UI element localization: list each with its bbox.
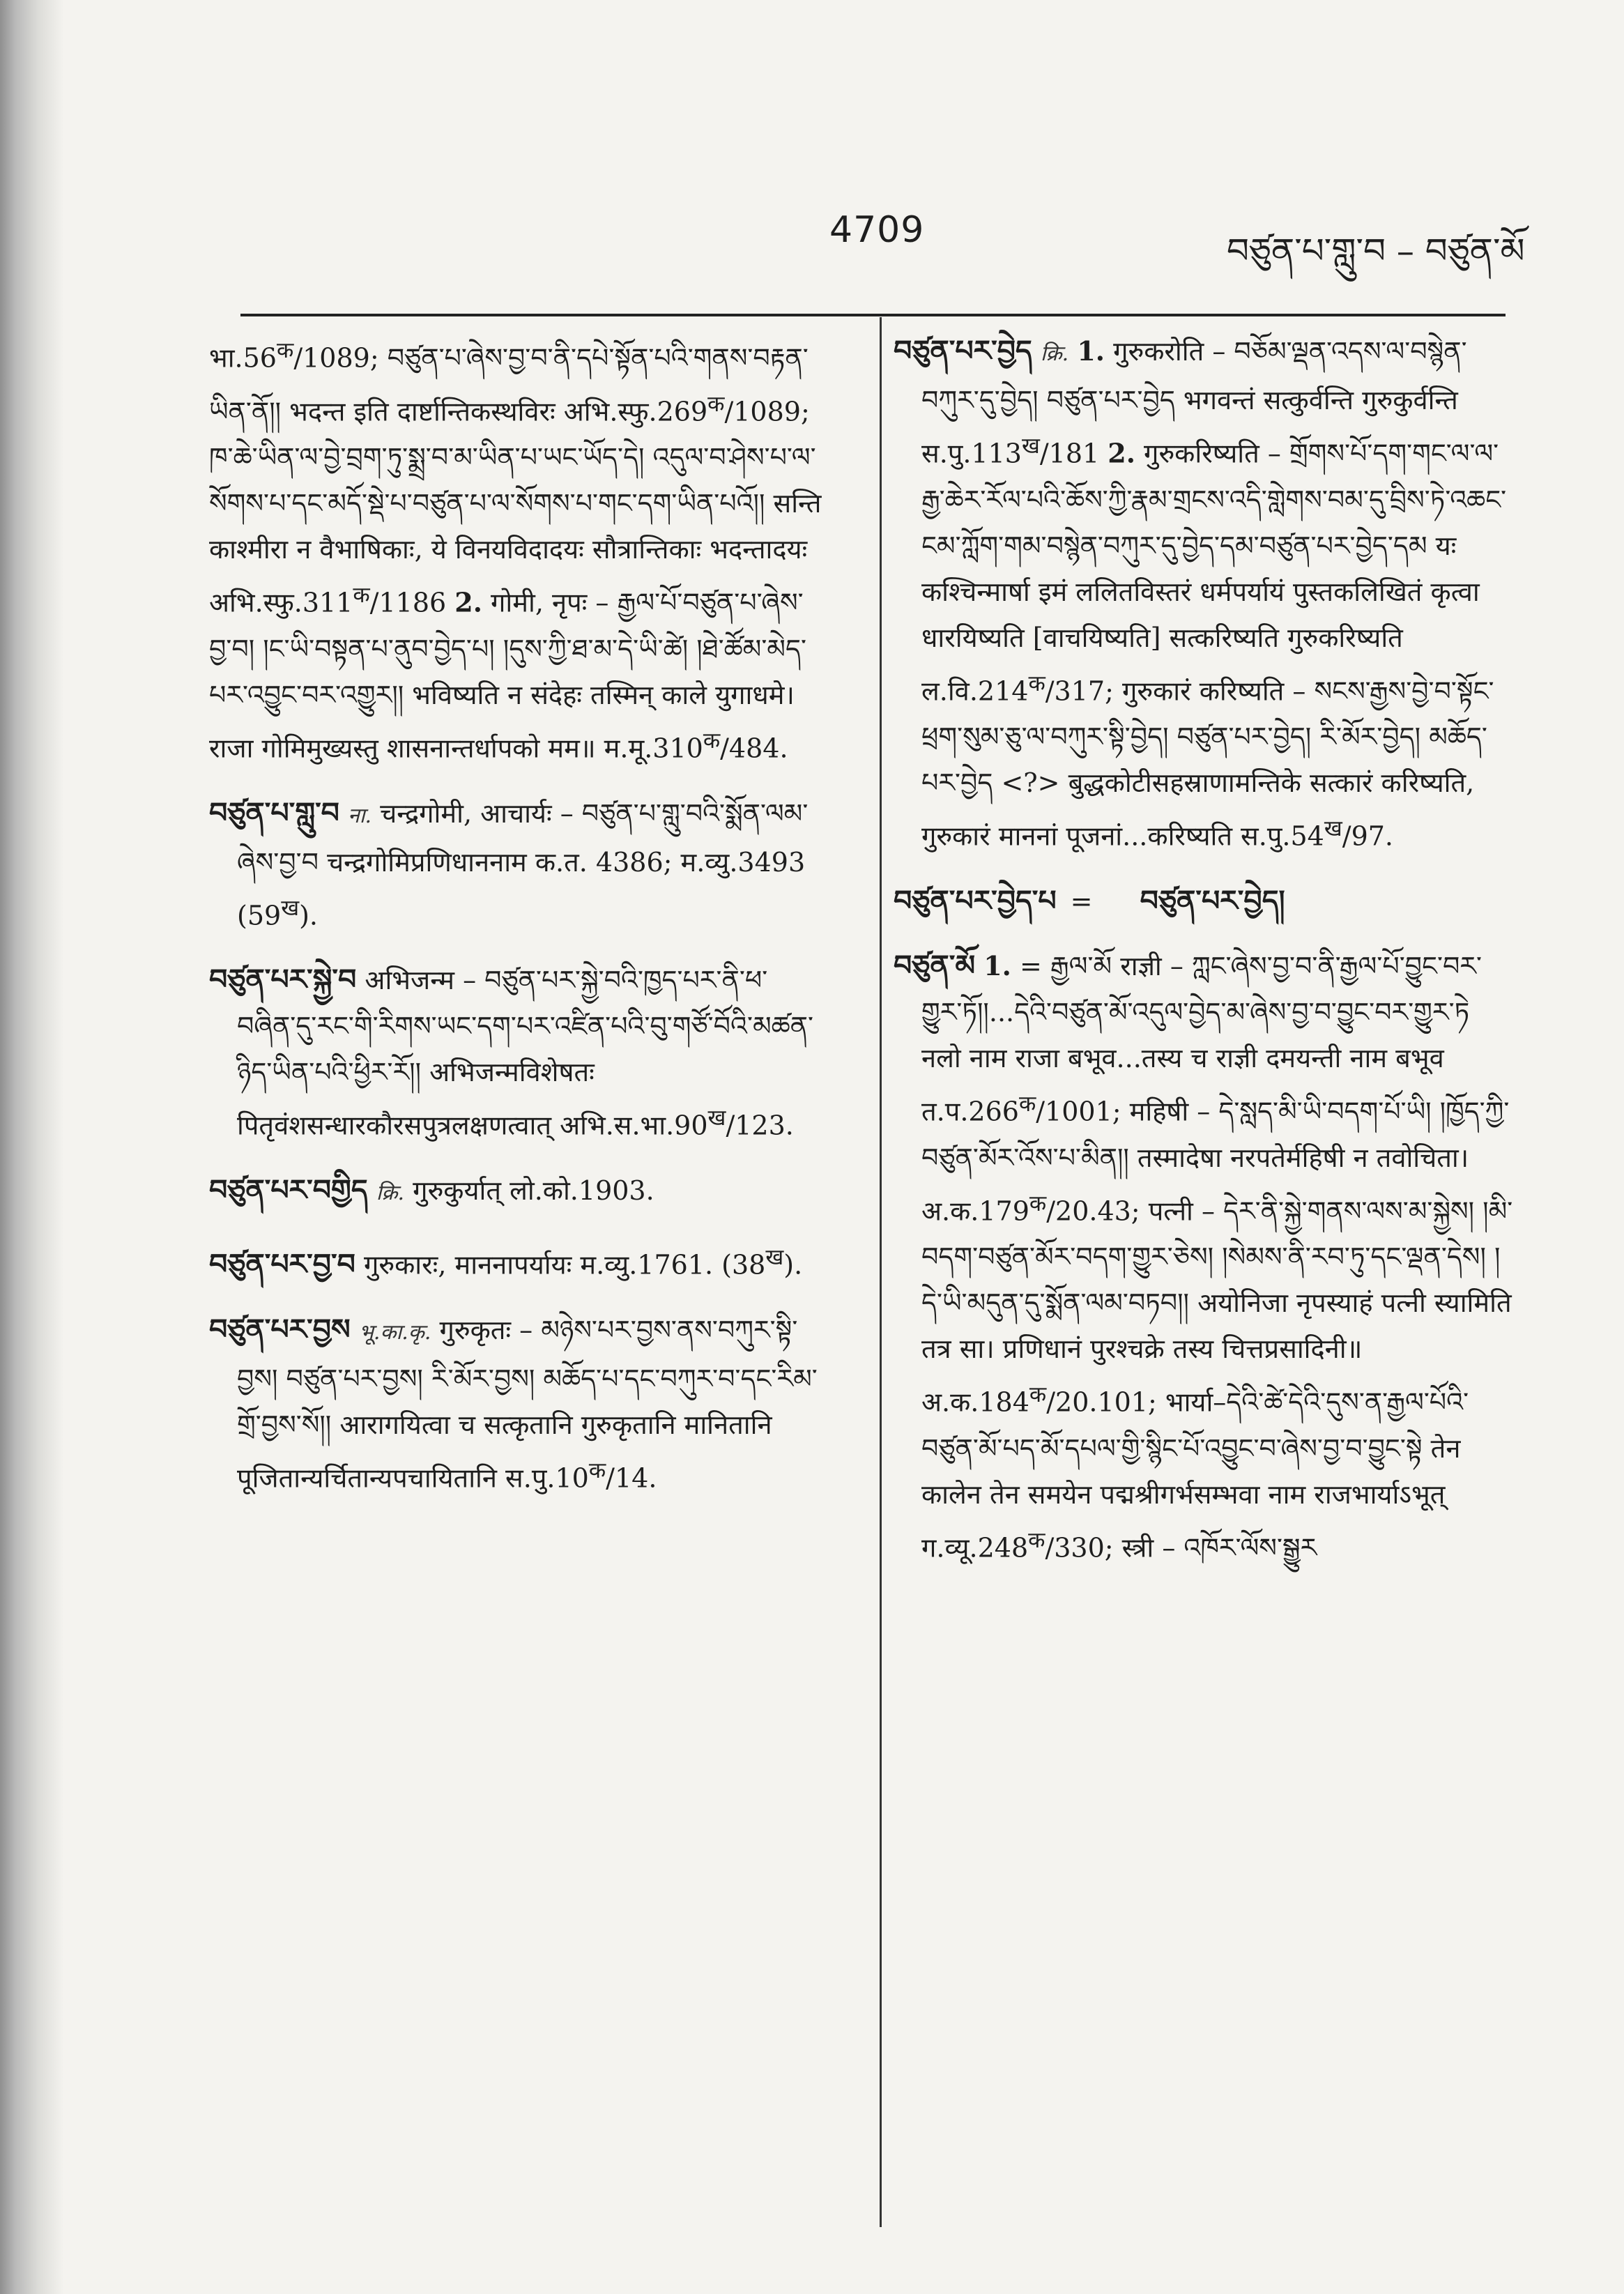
dictionary-entry: བཙུན་པར་བྱེད་པ = བཙུན་པར་བྱེད། bbox=[894, 883, 1285, 917]
folio-side: क bbox=[1029, 1191, 1047, 1216]
continued-entry bbox=[209, 328, 822, 772]
entry-text bbox=[339, 798, 348, 829]
dictionary-entry bbox=[209, 1234, 822, 1288]
entry-text: /20.43; पत्नी – དེར་ནི་སྐྱེ་གནས་ལས་མ་སྐྱེས། །མི་བདག་བཙུན་མོར་བདག་གྱུར་ཅེས། །སེམས་ནི་རབ་ཏུ་དང་ལྡན་དེས། །དེ་ཡི་མདུན་དུ་སྨོན་ལམ་བཏབ།། अयोनिजा नृपस्याहं पत्नी स्यामिति तत्र सा। प्रणिधानं पुरश्चक्रे तस्य चित्तप्रसादिनी॥ अ.क.184 bbox=[921, 1195, 1513, 1418]
column-divider bbox=[880, 317, 882, 2227]
folio-side: क bbox=[277, 338, 294, 363]
entry-text: /97. bbox=[1342, 820, 1394, 852]
entry-text: ). bbox=[299, 900, 318, 931]
dictionary-entry bbox=[894, 942, 1514, 1571]
entry-text: /1089; ཁ་ཆེ་ཡིན་ལ་བྱེ་བྲག་ཏུ་སྨྲ་བ་མ་ཡིན་པ་ཡང་ཡོད་དེ། འདུལ་བ་ཤེས་པ་ལ་སོགས་པ་དང་མདོ་སྡེ་པ་བཙུན་པ་ལ་སོགས་པ་གང་དག་ཡིན་པའོ།། सन्ति काश्मीरा न वैभाषिकाः, ये विनयविदादयः सौत्रान्तिकाः भदन्तादयः अभि.स्फु.311 bbox=[209, 396, 822, 618]
entry-text: चन्द्रगोमी, आचार्यः – བཙུན་པ་གླུ་བའི་སྨོན་ལམ་ཞེས་བྱ་བ चन्द्रगोमिप्रणिधाननाम क.त. 4386; म.व्यु.3493 (59 bbox=[237, 797, 809, 931]
headword: བཙུན་པར་བྱེད bbox=[894, 334, 1032, 367]
sense-number: 1. bbox=[983, 949, 1011, 981]
folio-side: क bbox=[1028, 1527, 1045, 1553]
folio-side: क bbox=[703, 728, 721, 754]
sense-number: 2. bbox=[454, 586, 482, 618]
dictionary-entry bbox=[894, 328, 1514, 859]
folio-side: ख bbox=[281, 895, 300, 921]
running-head: བཙུན་པ་གླུ་བ – བཙུན་མོ bbox=[1227, 231, 1525, 271]
entry-text bbox=[351, 1315, 359, 1345]
grammar-label: ना. bbox=[348, 803, 372, 828]
left-column bbox=[209, 328, 822, 1519]
headword: བཙུན་མོ bbox=[894, 948, 976, 982]
entry-text: /20.101; भार्या–དེའི་ཚེ་དེའི་དུས་ན་རྒྱལ་པོའི་བཙུན་མོ་པད་མོ་དཔལ་གྱི་སྙིང་པོ་འབྱུང་བ་ཞེས་བྱ་བ་བྱུང་སྟེ तेन कालेन तेन समयेन पद्मश्रीगर्भसम्भवा नाम राजभार्याऽभूत् ग.व्यू.248 bbox=[921, 1386, 1469, 1563]
entry-text: /1089; བཙུན་པ་ཞེས་བྱ་བ་ནི་དཔེ་སྟོན་པའི་གནས་བརྟན་ཡིན་ནོ།། भदन्त इति दार्ष्टान्तिकस्थविरः अभि.स्फु.269 bbox=[209, 342, 809, 427]
entry-text: /484. bbox=[720, 733, 788, 764]
folio-side: क bbox=[1028, 671, 1045, 696]
sense-number: 1. bbox=[1077, 335, 1105, 367]
sense-number: 2. bbox=[1108, 437, 1135, 469]
page-number: 4709 bbox=[829, 209, 925, 251]
headword: བཙུན་པར་བྱེད་པ bbox=[894, 883, 1057, 917]
entry-text: /330; स्त्री – འཁོར་ལོས་སྒྱུར bbox=[1045, 1532, 1317, 1563]
entry-text: /317; गुरुकारं करिष्यति – སངས་རྒྱས་བྱེ་བ་སྟོང་ཕྲག་སུམ་ཅུ་ལ་བཀུར་སྟི་བྱེད། བཙུན་པར་བྱེད། རི་མོར་བྱེད། མཆོད་པར་བྱེད <?> बुद्धकोटीसहस्राणामन्तिके सत्कारं करिष्यति, गुरुकारं माननां पूजनां...करिष्यति स.पु.54 bbox=[921, 675, 1494, 852]
entry-text: गोमी, नृपः – རྒྱལ་པོ་བཙུན་པ་ཞེས་བྱ་བ། །ང་ཡི་བསྟན་པ་ནུབ་བྱེད་པ། །དུས་ཀྱི་ཐ་མ་དེ་ཡི་ཚེ། །ཐེ་ཚོམ་མེད་པར་འབྱུང་བར་འགྱུར།། भविष्यति न संदेहः तस्मिन् काले युगाधमे। राजा गोमिमुख्यस्तु शासनान्तर्धापको मम॥ म.मू.310 bbox=[209, 587, 806, 764]
entry-text: गुरुकृतः – མཉེས་པར་བྱས་ནས་བཀུར་སྟི་བྱས། བཙུན་པར་བྱས། རི་མོར་བྱས། མཆོད་པ་དང་བཀུར་བ་དང་རིམ་གྲོ་བྱས་སོ།། आरागयित्वा च सत्कृतानि गुरुकृतानि मानितानि पूजितान्यर्चितान्यपचायितानि स.पु.10 bbox=[237, 1314, 818, 1494]
folio-side: ख bbox=[1324, 816, 1342, 842]
headword: བཙུན་པར་བྱས bbox=[209, 1312, 351, 1346]
entry-text bbox=[1068, 336, 1077, 367]
grammar-label: क्रि. bbox=[1040, 342, 1069, 366]
entry-text: गुरुकुर्यात् लो.को.1903. bbox=[404, 1175, 654, 1206]
entry-text: /123. bbox=[726, 1110, 794, 1141]
entry-text: अभिजन्म – བཙུན་པར་སྐྱེ་བའི་ཁྱད་པར་ནི་ཕ་བཞིན་དུ་རང་གི་རིགས་ཡང་དག་པར་འཛིན་པའི་བུ་གཙོ་བོའི་མཚན་ཉིད་ཡིན་པའི་ཕྱིར་རོ།། अभिजन्मविशेषतः पितृवंशसन्धारकौरसपुत्रलक्षणत्वात् अभि.स.भा.90 bbox=[237, 965, 813, 1141]
grammar-label: भू.का.कृ. bbox=[358, 1320, 431, 1345]
dictionary-entry bbox=[209, 1167, 822, 1216]
entry-text: भा.56 bbox=[209, 342, 277, 374]
folio-side: क bbox=[588, 1458, 606, 1483]
headword: བཙུན་པར་བྱ་བ bbox=[209, 1247, 355, 1281]
entry-text bbox=[1032, 336, 1041, 367]
grammar-label: क्रि. bbox=[376, 1180, 405, 1205]
right-column bbox=[894, 328, 1514, 1589]
entry-text bbox=[368, 1175, 376, 1206]
entry-text: /1186 bbox=[369, 587, 455, 618]
entry-text: /181 bbox=[1039, 438, 1108, 469]
dictionary-entry bbox=[209, 956, 822, 1149]
entry-text: /1001; महिषी – དེ་སླད་མི་ཡི་བདག་པོ་ཡི། །ཁྱོད་ཀྱི་བཙུན་མོར་འོས་པ་མིན།། तस्मादेषा नरपतेर्महिषी न तवोचिता। अ.क.179 bbox=[921, 1096, 1510, 1227]
entry-text: /14. bbox=[606, 1462, 657, 1494]
entry-text: = རྒྱལ་མོ राज्ञी – ཀླང་ཞེས་བྱ་བ་ནི་རྒྱལ་པོ་བྱུང་བར་གྱུར་ཏོ།།...དེའི་བཙུན་མོ་འདུལ་བྱེད་མ་ཞེས་བྱ་བ་བྱུང་བར་གྱུར་ཏེ नलो नाम राजा बभूव...तस्य च राज्ञी दमयन्ती नाम बभूव त.प.266 bbox=[921, 950, 1482, 1127]
entry-text: गुरुकरिष्यति – གྲོགས་པོ་དག་གང་ལ་ལ་རྒྱ་ཆེར་རོལ་པའི་ཆོས་ཀྱི་རྣམ་གྲངས་འདི་གླེགས་བམ་དུ་བྲིས་ཏེ་འཆང་ངམ་ཀློག་གམ་བསྙེན་བཀུར་དུ་བྱེད་དམ་བཙུན་པར་བྱེད་དམ यः कश्चिन्मार्षा इमं ललितविस्तरं धर्मपर्यायं पुस्तकलिखितं कृत्वा धारयिष्यति [वाचयिष्यति] सत्करिष्यति गुरुकरिष्यति ल.वि.214 bbox=[921, 438, 1507, 707]
headword: བཙུན་པར་བྱེད། bbox=[1140, 883, 1285, 917]
folio-side: क bbox=[353, 583, 370, 609]
dictionary-entry bbox=[209, 1306, 822, 1501]
folio-side: क bbox=[707, 391, 725, 417]
entry-text: ). bbox=[783, 1249, 803, 1280]
headword: བཙུན་པར་བགྱིད bbox=[209, 1172, 368, 1207]
header-rule bbox=[240, 314, 1506, 316]
entry-text bbox=[975, 951, 983, 981]
page-binding-edge bbox=[0, 0, 64, 2294]
headword: བཙུན་པར་སྐྱེ་བ bbox=[209, 963, 357, 997]
dictionary-entry bbox=[209, 790, 822, 939]
folio-side: क bbox=[1029, 1382, 1047, 1408]
folio-side: ख bbox=[707, 1106, 726, 1131]
folio-side: ख bbox=[1021, 434, 1040, 459]
entry-text: गुरुकारः, माननापर्यायः म.व्यु.1761. (38 bbox=[355, 1249, 766, 1280]
headword: བཙུན་པ་གླུ་བ bbox=[209, 795, 339, 829]
folio-side: ख bbox=[765, 1244, 784, 1270]
entry-text: गुरुकरोति – བཅོམ་ལྡན་འདས་ལ་བསྙེན་བཀུར་དུ་བྱེད། བཙུན་པར་བྱེད भगवन्तं सत्कुर्वन्ति गुरुकुर्वन्ति स.पु.113 bbox=[921, 336, 1467, 469]
folio-side: क bbox=[1018, 1091, 1036, 1117]
